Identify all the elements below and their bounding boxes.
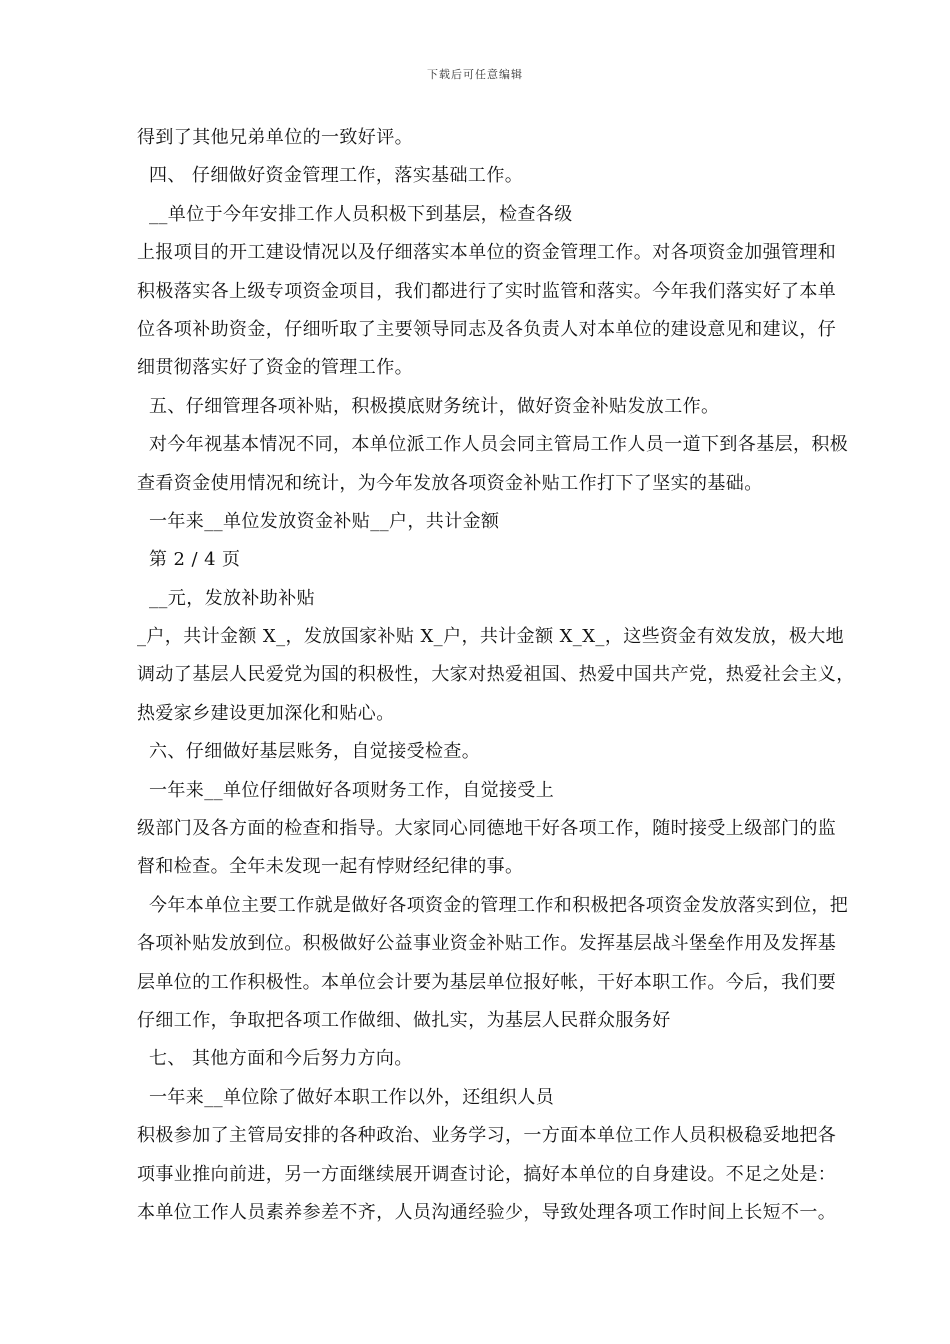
- text-line: 查看资金使用情况和统计，为今年发放各项资金补贴工作打下了坚实的基础。: [137, 472, 763, 494]
- text-line: 一年来__单位仔细做好各项财务工作，自觉接受上: [149, 779, 555, 801]
- text-line: 调动了基层人民爱党为国的积极性，大家对热爱祖国、热爱中国共产党，热爱社会主义，: [137, 664, 855, 686]
- text-line: 项事业推向前进，另一方面继续展开调查讨论，搞好本单位的自身建设。不足之处是：: [137, 1163, 837, 1185]
- text-line: _户，共计金额 X_，发放国家补贴 X_户，共计金额 X_X_，这些资金有效发放，极大地: [137, 626, 845, 648]
- text-line: 积极落实各上级专项资金项目，我们都进行了实时监管和落实。今年我们落实好了本单: [137, 280, 837, 302]
- page-header: 下载后可任意编辑: [427, 68, 523, 81]
- text-line: 上报项目的开工建设情况以及仔细落实本单位的资金管理工作。对各项资金加强管理和: [137, 242, 837, 264]
- text-line: 热爱家乡建设更加深化和贴心。: [137, 702, 395, 724]
- text-line: 对今年视基本情况不同，本单位派工作人员会同主管局工作人员一道下到各基层，积极: [149, 434, 849, 456]
- text-line: 仔细工作，争取把各项工作做细、做扎实，为基层人民群众服务好: [137, 1009, 671, 1031]
- text-line: 得到了其他兄弟单位的一致好评。: [137, 127, 413, 148]
- text-line: 七、 其他方面和今后努力方向。: [149, 1048, 413, 1070]
- text-line: __元，发放补助补贴: [149, 587, 315, 609]
- text-line: 今年本单位主要工作就是做好各项资金的管理工作和积极把各项资金发放落实到位，把: [149, 894, 849, 916]
- text-line: 一年来__单位发放资金补贴__户，共计金额: [149, 510, 500, 532]
- text-line: 四、 仔细做好资金管理工作，落实基础工作。: [149, 165, 524, 187]
- text-line: 本单位工作人员素养参差不齐，人员沟通经验少，导致处理各项工作时间上长短不一。: [137, 1201, 837, 1223]
- text-line: __单位于今年安排工作人员积极下到基层，检查各级: [149, 203, 573, 225]
- document-body: [137, 119, 897, 1232]
- text-line: 督和检查。全年未发现一起有悖财经纪律的事。: [137, 856, 524, 878]
- text-line: 级部门及各方面的检查和指导。大家同心同德地干好各项工作，随时接受上级部门的监: [137, 818, 837, 840]
- text-line: 五、仔细管理各项补贴，积极摸底财务统计，做好资金补贴发放工作。: [149, 395, 720, 417]
- text-line: 各项补贴发放到位。积极做好公益事业资金补贴工作。发挥基层战斗堡垒作用及发挥基: [137, 933, 837, 955]
- text-line: 位各项补助资金，仔细听取了主要领导同志及各负责人对本单位的建设意见和建议，仔: [137, 318, 837, 340]
- text-line: 一年来__单位除了做好本职工作以外，还组织人员: [149, 1086, 555, 1108]
- text-line: 六、仔细做好基层账务，自觉接受检查。: [149, 741, 481, 763]
- text-line: 细贯彻落实好了资金的管理工作。: [137, 357, 413, 379]
- text-line: 第 2 / 4 页: [149, 549, 241, 571]
- text-line: 积极参加了主管局安排的各种政治、业务学习，一方面本单位工作人员积极稳妥地把各: [137, 1125, 837, 1147]
- text-line: 层单位的工作积极性。本单位会计要为基层单位报好帐，干好本职工作。今后，我们要: [137, 971, 837, 993]
